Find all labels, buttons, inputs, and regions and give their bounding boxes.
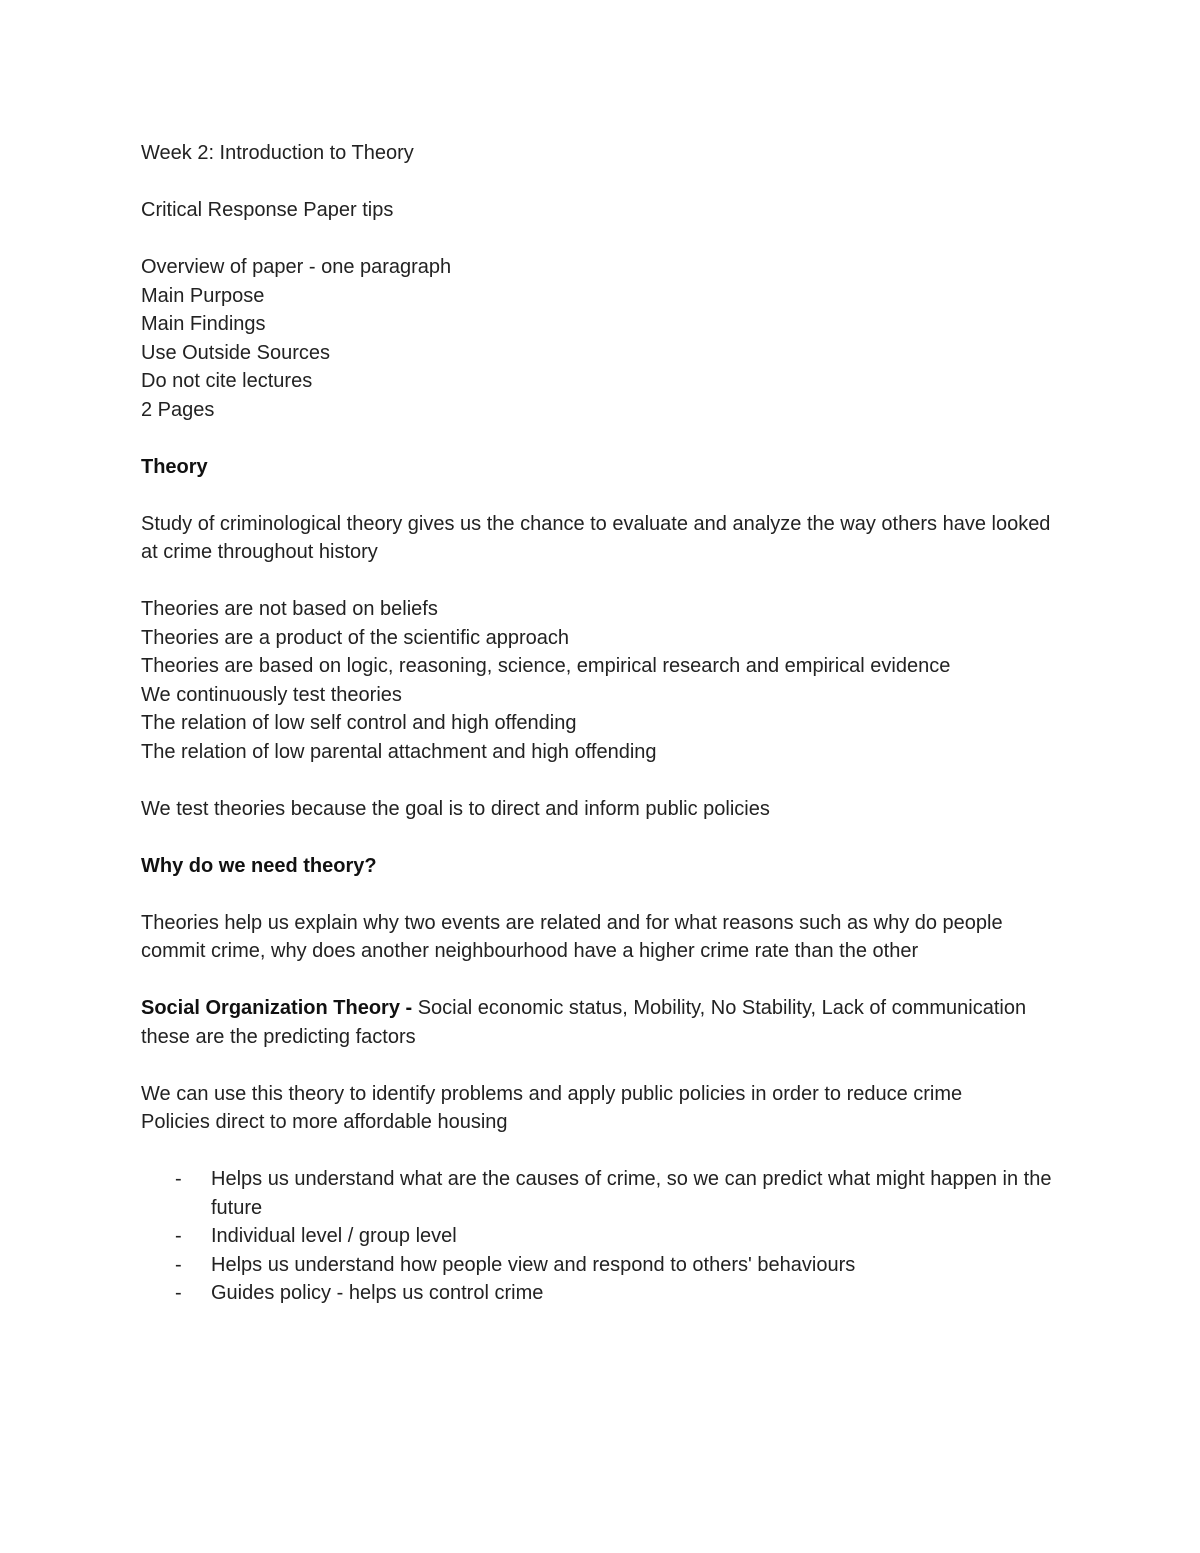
social-organization-text: Social economic status, Mobility, No Stability, Lack of communication these are the predicting factors <box>141 997 1027 1048</box>
tip-item: Overview of paper - one paragraph <box>141 256 452 278</box>
theory-point: Theories are not based on beliefs <box>141 598 438 620</box>
document-body <box>141 139 1061 1308</box>
why-heading: Why do we need theory? <box>141 854 377 877</box>
theory-point: Theories are a product of the scientific approach <box>141 626 570 649</box>
bullet-item <box>141 1251 1061 1280</box>
bullet-text: Helps us understand how people view and respond to others' behaviours <box>211 1253 856 1276</box>
theory-point: The relation of low self control and high offending <box>141 712 577 734</box>
theory-point: We continuously test theories <box>141 683 402 706</box>
policies-line: Policies direct to more affordable housing <box>141 1111 508 1133</box>
bullet-marker: - <box>175 1168 182 1190</box>
document-title: Week 2: Introduction to Theory <box>141 142 414 164</box>
bullet-marker: - <box>175 1282 182 1304</box>
bullet-item <box>141 1222 1061 1251</box>
social-organization-paragraph <box>141 994 1061 1051</box>
theory-point: Theories are based on logic, reasoning, science, empirical research and empirical evidence <box>141 655 951 677</box>
bullet-marker: - <box>175 1225 182 1247</box>
bullet-item <box>141 1279 1061 1308</box>
use-theory-line: We can use this theory to identify problems and apply public policies in order to reduce crime <box>141 1082 963 1105</box>
why-paragraph: Theories help us explain why two events are related and for what reasons such as why do people commit crime, why does another neighbourhood have a higher crime rate than the other <box>141 911 1003 962</box>
bullet-text: Helps us understand what are the causes of crime, so we can predict what might happen in the future <box>211 1168 1052 1219</box>
bullet-text: Individual level / group level <box>211 1225 457 1247</box>
tip-item: Use Outside Sources <box>141 341 330 364</box>
theory-heading: Theory <box>141 455 208 478</box>
tip-item: 2 Pages <box>141 398 215 421</box>
tip-item: Do not cite lectures <box>141 370 313 392</box>
theory-point: The relation of low parental attachment and high offending <box>141 740 657 763</box>
bullet-marker: - <box>175 1253 182 1276</box>
tip-item: Main Findings <box>141 313 266 335</box>
bullet-item <box>141 1165 1061 1222</box>
tip-item: Main Purpose <box>141 284 265 307</box>
bullet-list <box>141 1165 1061 1308</box>
bullet-text: Guides policy - helps us control crime <box>211 1282 544 1304</box>
social-organization-label: Social Organization Theory - <box>141 997 413 1019</box>
test-reason-paragraph: We test theories because the goal is to direct and inform public policies <box>141 797 770 820</box>
document-subtitle: Critical Response Paper tips <box>141 199 394 221</box>
theory-intro-paragraph: Study of criminological theory gives us the chance to evaluate and analyze the way others have looked at crime throughout history <box>141 512 1051 563</box>
